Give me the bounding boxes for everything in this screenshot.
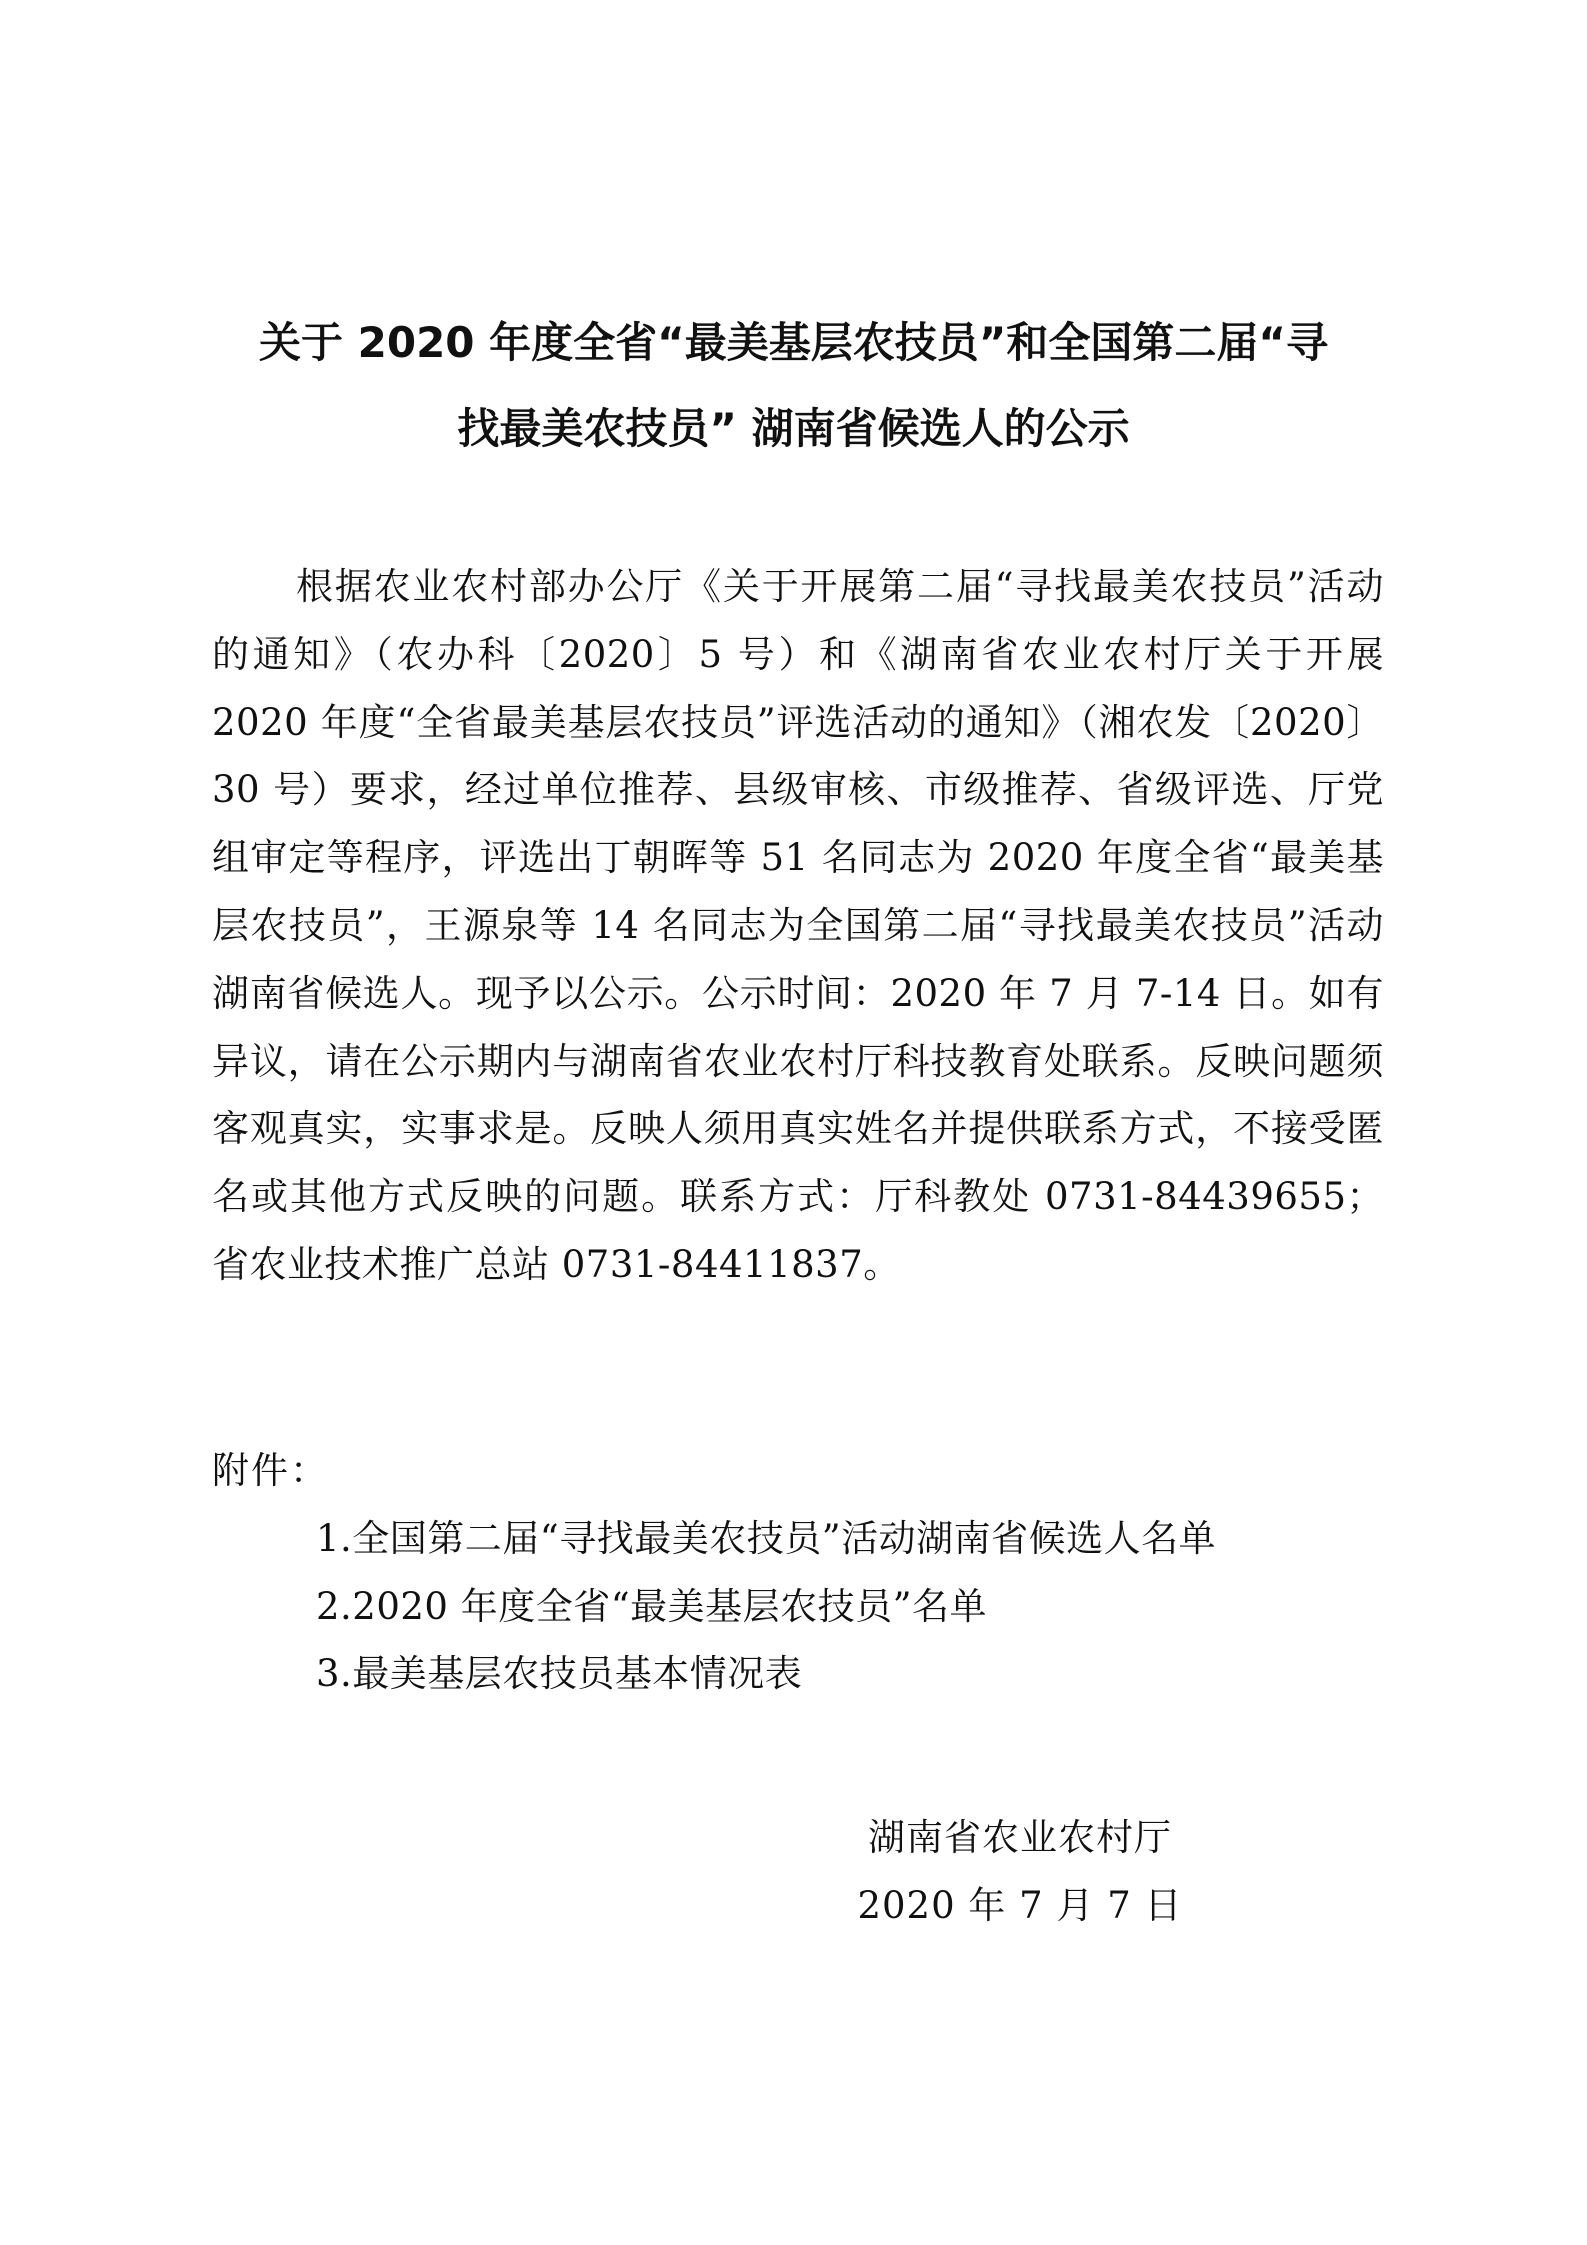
attachment-item: 2.2020 年度全省“最美基层农技员”名单 [316, 1584, 988, 1628]
attachments-list [316, 1505, 1216, 1708]
notice-body: 根据农业农村部办公厅《关于开展第二届“寻找最美农技员”活动的通知》（农办科〔2020〕5 号）和《湖南省农业农村厅关于开展 2020 年度“全省最美基层农技员”评选活动的通知》（湘农发〔2020〕30 号）要求，经过单位推荐、县级审核、市级推荐、省级评选、厅党组审定等程序，评选出丁朝晖等 51 名同志为 2020 年度全省“最美基层农技员”，王源泉等 14 名同志为全国第二届“寻找最美农技员”活动湖南省候选人。现予以公示。公示时间：2020 年 7 月 7-14 日。如有异议，请在公示期内与湖南省农业农村厅科技教育处联系。反映问题须客观真实，实事求是。反映人须用真实姓名并提供联系方式，不接受匿名或其他方式反映的问题。联系方式：厅科教处 0731-84439655；省农业技术推广总站 0731-84411837。 [212, 565, 1384, 1286]
attachment-item: 1.全国第二届“寻找最美农技员”活动湖南省候选人名单 [316, 1517, 1217, 1560]
attachments-label: 附件： [212, 1449, 329, 1492]
document-title [200, 300, 1387, 472]
signature-block [800, 1804, 1240, 1940]
signature-org: 湖南省农业农村厅 [868, 1816, 1172, 1859]
title-line-2: 找最美农技员” 湖南省候选人的公示 [457, 404, 1130, 453]
attachment-item: 3.最美基层农技员基本情况表 [316, 1652, 803, 1695]
title-line-1: 关于 2020 年度全省“最美基层农技员”和全国第二届“寻 [259, 318, 1328, 367]
signature-date: 2020 年 7 月 7 日 [857, 1884, 1183, 1927]
